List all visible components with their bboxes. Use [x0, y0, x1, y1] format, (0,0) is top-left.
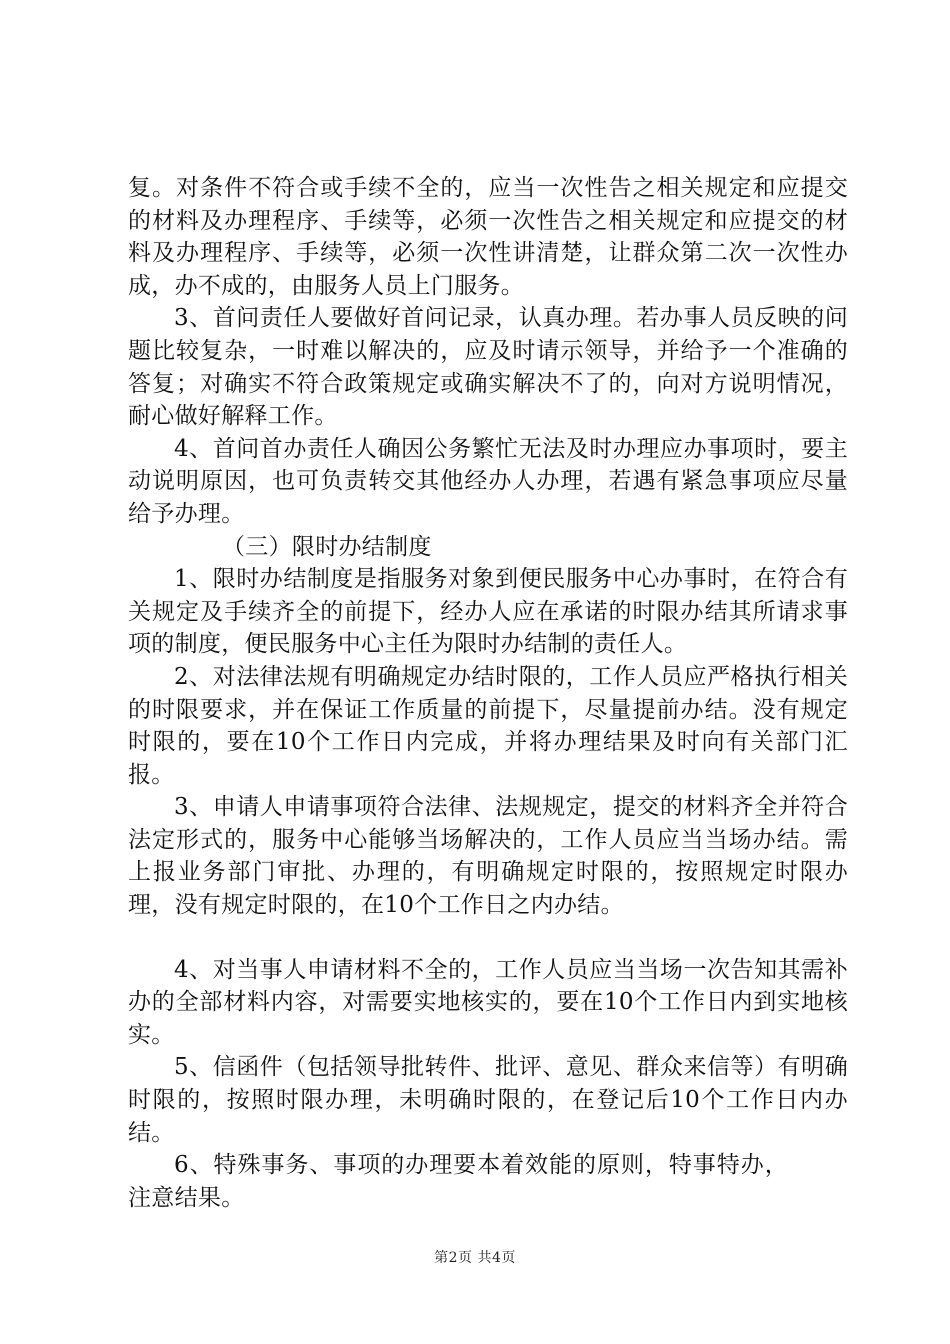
section-heading-time-limit — [128, 531, 848, 564]
paragraph-item-1-time-limit: 1、限时办结制度是指服务对象到便民服务中心办事时，在符合有关规定及手续齐全的前提下，经办人应在承诺的时限办结其所请求事项的制度，便民服务中心主任为限时办结制的责任人。 — [128, 566, 848, 658]
paragraph-item-4-first-inquiry: 4、首问首办责任人确因公务繁忙无法及时办理应办事项时，要主动说明原因，也可负责转交其他经办人办理，若遇有紧急事项应尽量给予办理。 — [128, 435, 848, 527]
paragraph-item-5-time-limit: 5、信函件（包括领导批转件、批评、意见、群众来信等）有明确时限的，按照时限办理，未明确时限的，在登记后10个工作日内办结。 — [128, 1054, 848, 1146]
paragraph-item-3-time-limit: 3、申请人申请事项符合法律、法规规定，提交的材料齐全并符合法定形式的，服务中心能够当场解决的，工作人员应当当场办结。需上报业务部门审批、办理的，有明确规定时限的，按照规定时限办理，没有规定时限的，在10个工作日之内办结。 — [128, 794, 848, 919]
document-body — [128, 172, 848, 1214]
paragraph-continuation: 复。对条件不符合或手续不全的，应当一次性告之相关规定和应提交的材料及办理程序、手续等，必须一次性告之相关规定和应提交的材料及办理程序、手续等，必须一次性讲清楚，让群众第二次一次性办成，办不成的，由服务人员上门服务。 — [128, 175, 848, 299]
paragraph-item-2-time-limit: 2、对法律法规有明确规定办结时限的，工作人员应严格执行相关的时限要求，并在保证工作质量的前提下，尽量提前办结。没有规定时限的，要在10个工作日内完成，并将办理结果及时向有关部门汇报。 — [128, 663, 848, 788]
paragraph-gap — [128, 922, 848, 954]
paragraph-item-3-first-inquiry: 3、首问责任人要做好首问记录，认真办理。若办事人员反映的问题比较复杂，一时难以解决的，应及时请示领导，并给予一个准确的答复；对确实不符合政策规定或确实解决不了的，向对方说明情况，耐心做好解释工作。 — [128, 305, 848, 430]
section-heading-text: （三）限时办结制度 — [222, 533, 432, 560]
paragraph-item-4-time-limit: 4、对当事人申请材料不全的，工作人员应当当场一次告知其需补办的全部材料内容，对需要实地核实的，要在10个工作日内到实地核实。 — [128, 956, 848, 1048]
paragraph-item-6-time-limit: 6、特殊事务、事项的办理要本着效能的原则，特事特办，注意结果。 — [128, 1152, 788, 1211]
page-footer: 第2页 共4页 — [434, 1250, 516, 1266]
